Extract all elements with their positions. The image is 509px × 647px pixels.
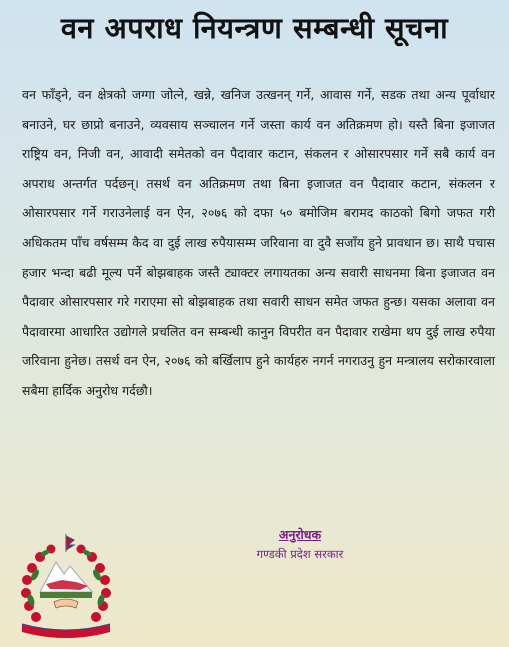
notice-body: वन फाँड्ने, वन क्षेत्रको जग्गा जोत्ने, खन्ने, खनिज उत्खनन् गर्ने, आवास गर्ने, सडक तथा अन्य पूर्वाधार बनाउने, घर छाप्रो बनाउने, व्यवसाय सञ्चालन गर्ने जस्ता कार्य वन अतिक्रमण हो। यस्तै बिना इजाजत राष्ट्रिय वन, निजी वन, आवादी समेतको वन पैदावार कटान, संकलन र ओसारपसार गर्ने सबै कार्य वन अपराध अन्तर्गत पर्दछन्। तसर्थ वन अतिक्रमण तथा बिना इजाजत वन पैदावार कटान, संकलन र ओसारपसार गर्ने गराउनेलाई वन ऐन, २०७६ को दफा ५० बमोजिम बरामद काठको बिगो जफत गरी अधिकतम पाँच वर्षसम्म कैद वा दुई लाख रुपैयासम्म जरिवाना वा दुवै सजाँय हुने प्रावधान छ। साथै पचास हजार भन्दा बढी मूल्य पर्ने बोझबाहक जस्तै ट्याक्टर लगायतका अन्य सवारी साधनमा बिना इजाजत वन पैदावार ओसारपसार गरे गराएमा सो बोझबाहक तथा सवारी साधन समेत जफत हुन्छ। यसका अलावा वन पैदावारमा आधारित उद्योगले प्रचलित वन सम्बन्धी कानुन विपरीत वन पैदावार राखेमा थप दुई लाख रुपैया जरिवाना हुनेछ। तसर्थ वन ऐन, २०७६ को बर्खिलाप हुने कार्यहरु नगर्न नगराउनु हुन मन्त्रालय सरोकारवाला सबैमा हार्दिक अनुरोध गर्दछौ। [22,87,495,398]
emblem [10,528,122,640]
signature-organization: गण्डकी प्रदेश सरकार [256,547,344,561]
signature-block [210,526,390,564]
signature-label: अनुरोधक [278,527,322,542]
notice-title: वन अपराध नियन्त्रण सम्बन्धी सूचना [60,11,449,45]
nepal-coat-of-arms-icon [10,528,122,640]
